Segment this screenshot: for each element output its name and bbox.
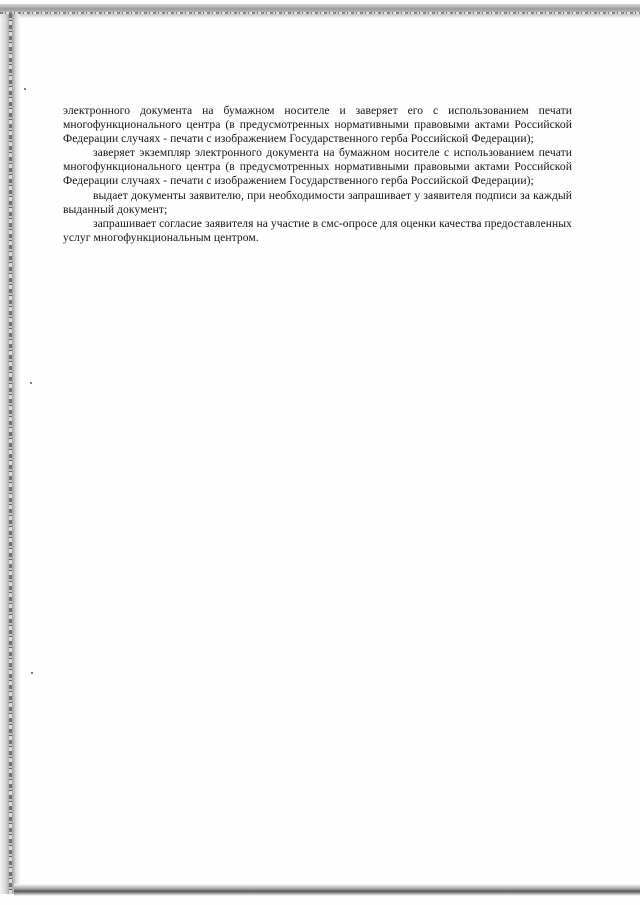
scan-edge-top xyxy=(0,4,640,18)
paragraph: выдает документы заявителю, при необходимости запрашивает у заявителя подписи за каждый выданный документ; xyxy=(63,188,572,216)
scan-speck xyxy=(30,382,32,384)
document-body xyxy=(63,104,572,245)
paragraph: заверяет экземпляр электронного документа на бумажном носителе с использованием печати многофункционального центра (в предусмотренных нормативными правовыми актами Российской Федерации случаях - печати с изображением Государственного герба Российской Федерации); xyxy=(63,146,572,188)
scan-edge-left xyxy=(0,14,20,894)
paragraph: запрашивает согласие заявителя на участие в смс-опросе для оценки качества предоставленных услуг многофункциональным центром. xyxy=(63,216,572,244)
scan-speck xyxy=(31,672,33,674)
scan-edge-bottom xyxy=(14,884,640,896)
paragraph: электронного документа на бумажном носителе и заверяет его с использованием печати многофункционального центра (в предусмотренных нормативными правовыми актами Российской Федерации случаях - печати с изображением Государственного герба Российской Федерации); xyxy=(63,104,572,146)
scan-speck xyxy=(24,88,26,90)
